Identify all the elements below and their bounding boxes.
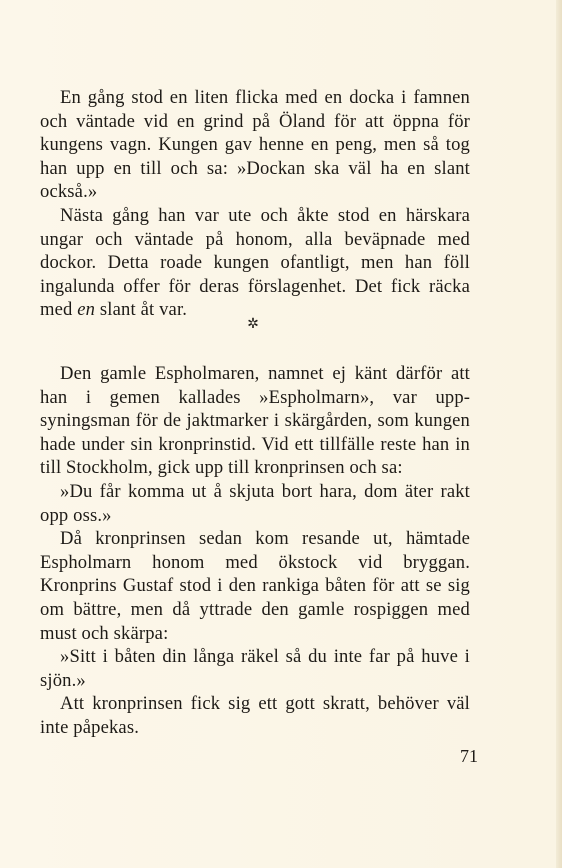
paragraph-boat: Då kronprinsen sedan kom resande ut, hämtade Espholmarn honom med ökstock vid bryggan. Kronprins Gustaf stod i den rankiga båten för att se sig om bättre, men då yttrade den gamle rospiggen med must och skärpa: — [40, 528, 470, 644]
page-number: 71 — [460, 746, 478, 766]
section-separator: ✲ — [247, 317, 259, 332]
paragraph-laugh: Att kronprinsen fick sig ett gott skratt, behöver väl inte påpekas. — [40, 693, 470, 738]
paragraph-text: Nästa gång han var ute och åkte stod en härskara ungar och väntade på honom, alla beväpnade med dockor. Detta roade kungen ofantligt, men han föll ingalunda offer för deras förslagenhet. Det fick räcka med — [40, 204, 470, 321]
paragraph-doll-girl: En gång stod en liten flicka med en docka i famnen och väntade vid en grind på Öland för att öppna för kungens vagn. Kungen gav henne en peng, men så tog han upp en till och sa: »Dockan ska väl ha en slant också.» — [40, 87, 470, 203]
paragraph-quote-sit: »Sitt i båten din långa räkel så du inte far på huve i sjön.» — [40, 646, 470, 691]
page-edge — [556, 0, 562, 868]
paragraph-text-end: slant åt var. — [95, 299, 188, 321]
paragraph-children-with-dolls — [40, 204, 470, 322]
emphasized-word: en — [77, 299, 96, 321]
paragraph-espholmaren-intro: Den gamle Espholmaren, namnet ej känt därför att han i gemen kallades »Espholmarn», var uppsyningsman för de jaktmarker i skärgården, som kungen hade under sin kronprinstid. Vid ett tillfälle reste han in till Stockholm, gick upp till kronprinsen och sa: — [40, 363, 470, 479]
anecdote-oland — [40, 86, 470, 322]
anecdote-espholmaren — [40, 362, 470, 740]
paragraph-quote-hares: »Du får komma ut å skjuta bort hara, dom äter rakt opp oss.» — [40, 480, 470, 526]
